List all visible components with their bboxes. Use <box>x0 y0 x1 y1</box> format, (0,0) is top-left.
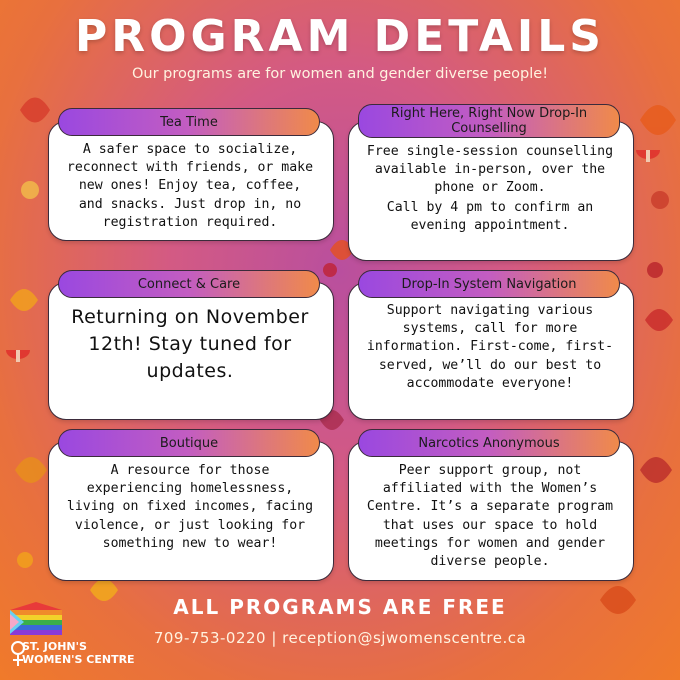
womens-centre-logo-icon <box>6 596 86 680</box>
logo-line-1: ST. JOHN'S <box>22 640 87 653</box>
program-description-connect-care: Returning on November 12th! Stay tuned for updates. <box>71 306 309 382</box>
program-tab-counselling: Right Here, Right Now Drop-In Counselling <box>358 104 620 138</box>
program-description-counselling: Free single-session counselling available in-person, over the phone or Zoom. <box>366 144 614 196</box>
program-tab-boutique: Boutique <box>58 429 320 457</box>
program-description-narcotics-anonymous: Peer support group, not affiliated with the Women’s Centre. It’s a separate program that uses our space to hold meetings for women and gender diverse people. <box>366 463 614 570</box>
logo-line-2: WOMEN'S CENTRE <box>22 653 135 666</box>
program-tab-tea-time: Tea Time <box>58 108 320 136</box>
page-title: PROGRAM DETAILS <box>74 11 605 62</box>
contact-info: 709-753-0220 | reception@sjwomenscentre.ca <box>153 629 527 647</box>
program-description-counselling-callout: Call by 4 pm to confirm an evening appointment. <box>386 200 594 234</box>
all-programs-free-banner: ALL PROGRAMS ARE FREE <box>173 595 507 619</box>
program-description-tea-time: A safer space to socialize, reconnect with friends, or make new ones! Enjoy tea, coffee, and snacks. Just drop in, no registration required. <box>66 142 314 230</box>
program-description-system-navigation: Support navigating various systems, call for more information. First-come, first-served, we’ll do our best to accommodate everyone! <box>366 303 614 391</box>
program-tab-narcotics-anonymous: Narcotics Anonymous <box>358 429 620 457</box>
page-subtitle: Our programs are for women and gender diverse people! <box>131 66 549 82</box>
program-description-boutique: A resource for those experiencing homelessness, living on fixed incomes, facing violence, or just looking for something new to wear! <box>66 463 314 551</box>
program-tab-system-navigation: Drop-In System Navigation <box>358 270 620 298</box>
program-tab-connect-care: Connect & Care <box>58 270 320 298</box>
logo-wordmark <box>22 640 135 666</box>
